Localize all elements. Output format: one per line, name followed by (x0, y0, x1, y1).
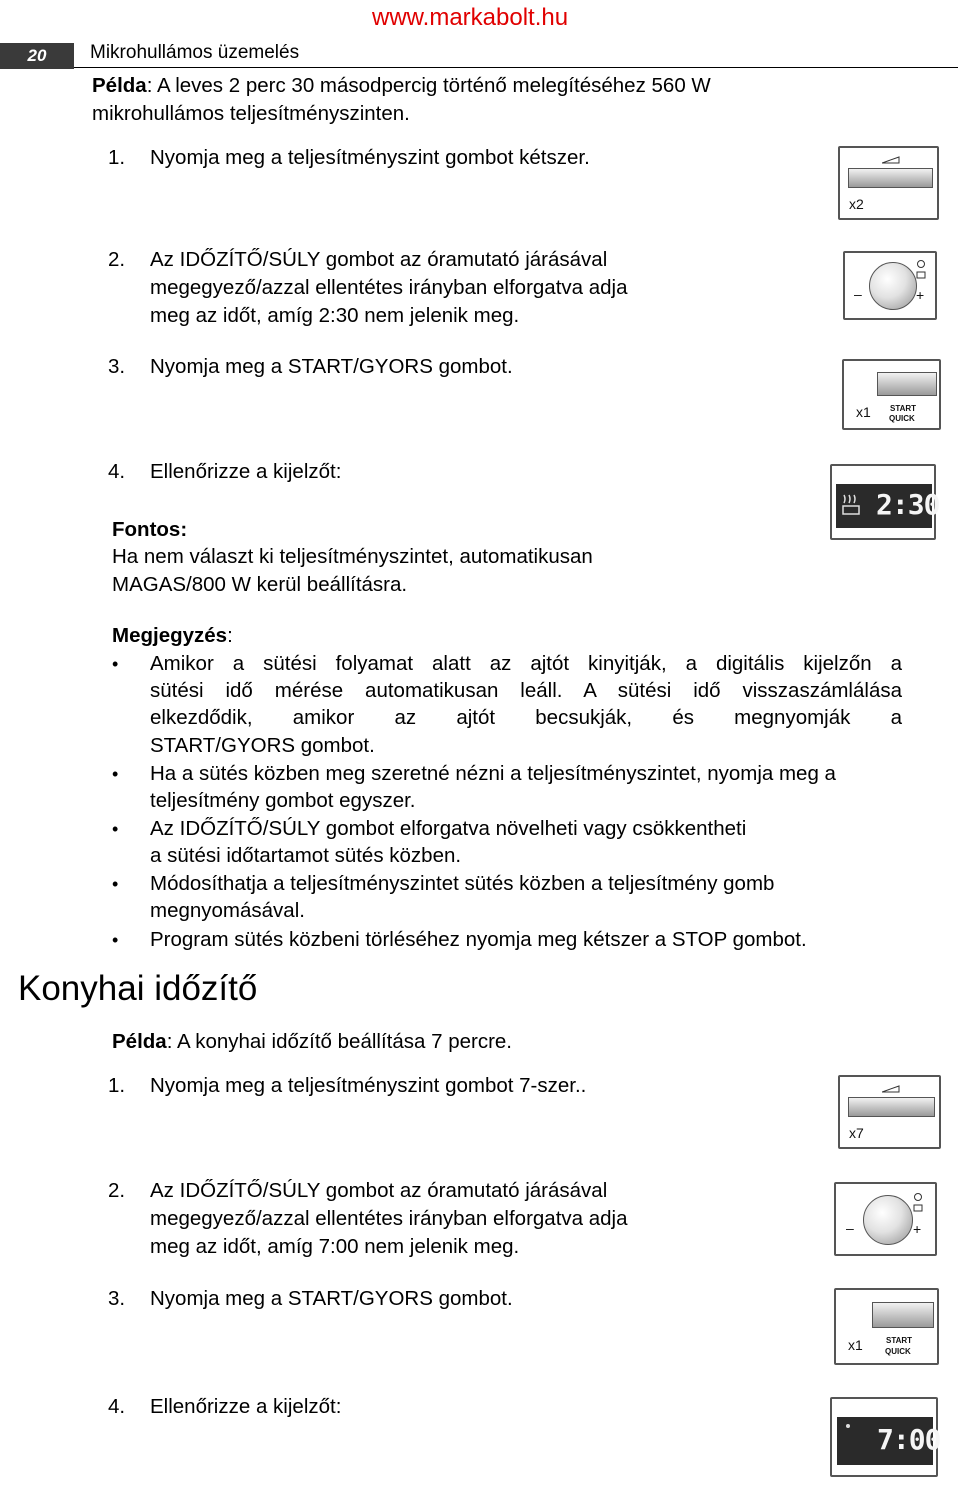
digital-display (837, 1417, 941, 1465)
step-text: Nyomja meg a START/GYORS gombot. (150, 355, 513, 378)
press-count: x2 (849, 196, 864, 212)
step-number: 3. (108, 1287, 126, 1310)
start-label: START (890, 404, 917, 413)
step-text: meg az időt, amíg 2:30 nem jelenik meg. (150, 304, 520, 327)
plus-label: + (916, 287, 925, 303)
step-number: 2. (108, 1179, 126, 1202)
section-title: Konyhai időzítő (18, 969, 258, 1008)
example-line (112, 1028, 512, 1056)
bullet-dot: • (112, 654, 119, 674)
minus-label: – (846, 1220, 854, 1236)
step-text: Az IDŐZÍTŐ/SÚLY gombot az óramutató járásával (150, 1179, 608, 1202)
display-illustration (830, 464, 940, 540)
important-text: Ha nem választ ki teljesítményszintet, automatikusan (112, 545, 593, 568)
minus-label: – (854, 286, 862, 302)
dot-indicator-icon (845, 1423, 851, 1429)
note-text: Módosíthatja a teljesítményszintet sütés közben a teljesítmény gomb (150, 872, 775, 895)
step-text: megegyező/azzal ellentétes irányban elforgatva adja (150, 276, 628, 299)
timer-weight-knob-illustration (843, 251, 937, 320)
clock-icon (916, 259, 926, 281)
step-number: 2. (108, 248, 126, 271)
note-label: Megjegyzés (112, 624, 228, 647)
start-label: START (886, 1336, 913, 1345)
note-text: Az IDŐZÍTŐ/SÚLY gombot elforgatva növelheti vagy csökkentheti (150, 817, 747, 840)
timer-weight-knob-illustration (834, 1182, 937, 1256)
note-text: teljesítmény gombot egyszer. (150, 789, 416, 812)
step-text: Nyomja meg a teljesítményszint gombot kétszer. (150, 146, 590, 169)
start-button (872, 1302, 934, 1328)
timer-weight-knob (863, 1195, 913, 1245)
press-count: x7 (849, 1125, 864, 1141)
step-text: Nyomja meg a START/GYORS gombot. (150, 1287, 513, 1310)
plus-label: + (913, 1221, 922, 1237)
note-heading (112, 622, 233, 650)
steam-icon (841, 492, 863, 518)
step-number: 4. (108, 460, 126, 483)
display-illustration (830, 1397, 941, 1477)
header-rule (74, 67, 958, 68)
quick-label: QUICK (889, 414, 915, 423)
example-label: Példa (112, 1030, 167, 1053)
power-icon (882, 1085, 900, 1093)
timer-weight-knob (869, 262, 917, 310)
example-line-1 (92, 72, 711, 100)
note-text: Program sütés közbeni törléséhez nyomja meg kétszer a STOP gombot. (150, 928, 807, 951)
bullet-dot: • (112, 930, 119, 950)
step-number: 3. (108, 355, 126, 378)
example-text: : A leves 2 perc 30 másodpercig történő melegítéséhez 560 W (146, 74, 711, 97)
important-label: Fontos: (112, 518, 188, 541)
digital-display (836, 484, 940, 528)
note-text: Amikor a sütési folyamat alatt az ajtót kinyitják, a digitális kijelzőn a (150, 652, 902, 675)
bullet-dot: • (112, 874, 119, 894)
power-icon (882, 156, 900, 164)
weight-icon (917, 272, 925, 278)
site-url[interactable]: www.markabolt.hu (372, 4, 569, 31)
note-text: START/GYORS gombot. (150, 734, 375, 757)
press-count: x1 (856, 404, 871, 420)
display-time: 7:00 (877, 1423, 941, 1456)
note-text: elkezdődik, amikor az ajtót becsukják, és megnyomják a (150, 706, 902, 729)
example-label: Példa (92, 74, 147, 97)
important-text: MAGAS/800 W kerül beállításra. (112, 573, 408, 596)
section-header: Mikrohullámos üzemelés (90, 42, 300, 63)
note-text: Ha a sütés közben meg szeretné nézni a teljesítményszintet, nyomja meg a (150, 762, 836, 785)
note-text: megnyomásával. (150, 899, 305, 922)
note-text: sütési idő mérése automatikusan leáll. A sütési idő visszaszámlálása (150, 679, 902, 702)
start-button (877, 372, 937, 396)
step-number: 1. (108, 1074, 126, 1097)
page-number: 20 (0, 43, 74, 69)
display-time: 2:30 (876, 488, 940, 521)
power-button-illustration (838, 146, 939, 220)
press-count: x1 (848, 1337, 863, 1353)
start-button-illustration (834, 1288, 939, 1365)
step-text: Ellenőrizze a kijelzőt: (150, 460, 342, 483)
step-text: Az IDŐZÍTŐ/SÚLY gombot az óramutató járásával (150, 248, 608, 271)
power-button-illustration (838, 1075, 941, 1149)
example-text: : A konyhai időzítő beállítása 7 percre. (166, 1030, 512, 1053)
bullet-dot: • (112, 819, 119, 839)
start-button-illustration (842, 359, 941, 430)
note-text: a sütési időtartamot sütés közben. (150, 844, 462, 867)
step-text: meg az időt, amíg 7:00 nem jelenik meg. (150, 1235, 520, 1258)
power-button (848, 168, 933, 188)
quick-label: QUICK (885, 1347, 911, 1356)
clock-icon (913, 1192, 923, 1214)
weight-icon (914, 1205, 922, 1211)
step-number: 1. (108, 146, 126, 169)
step-text: Nyomja meg a teljesítményszint gombot 7-szer.. (150, 1074, 587, 1097)
example-line-2: mikrohullámos teljesítményszinten. (92, 102, 410, 125)
step-number: 4. (108, 1395, 126, 1418)
step-text: Ellenőrizze a kijelzőt: (150, 1395, 342, 1418)
power-button (848, 1097, 935, 1117)
note-colon: : (227, 624, 233, 647)
bullet-dot: • (112, 764, 119, 784)
step-text: megegyező/azzal ellentétes irányban elforgatva adja (150, 1207, 628, 1230)
